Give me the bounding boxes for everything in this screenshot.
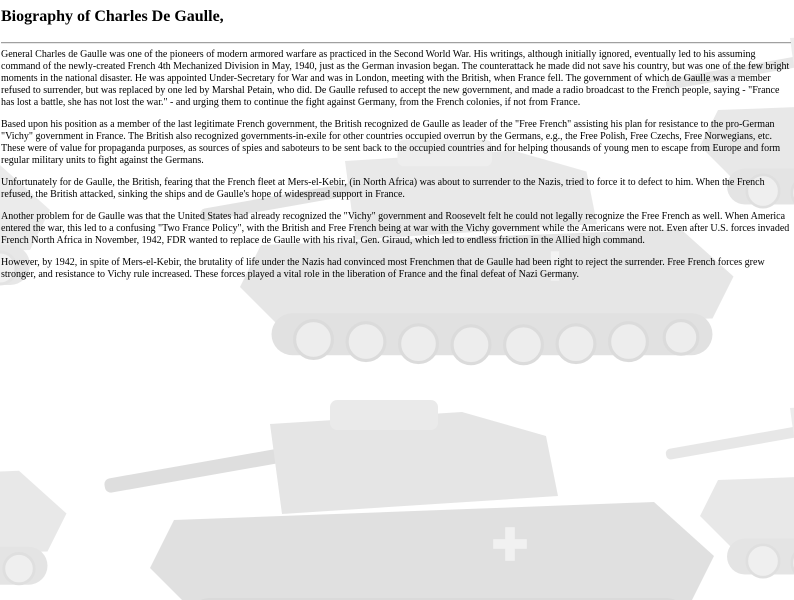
paragraph-5: However, by 1942, in spite of Mers-el-Kebir, the brutality of life under the Nazis had convinced most Frenchmen that de Gaulle had been right to reject the surrender. Free French forces grew stronger, and resistance to Vichy rule increased. These forces played a vital role in the liberation of France and the final defeat of Nazi Germany.: [1, 257, 765, 280]
paragraph-1: General Charles de Gaulle was one of the pioneers of modern armored warfare as practiced in the Second World War. His writings, although initially ignored, eventually led to his assuming command of the newly-created French 4th Mechanized Division in May, 1940, just as the German invasion began. The counterattack he made did not save his country, but was one of the few bright moments in the national disaster. He was appointed Under-Secretary for War and was in London, meeting with the British, when France fell. The government of which de Gaulle was a member refused to surrender, but was replaced by one led by Marshal Petain, who did. De Gaulle refused to accept the new government, and made a radio broadcast to the French people, saying - "France has lost a battle, she has not lost the war." - and urging them to continue the fight against Germany, from the French colonies, if not from France.: [1, 49, 790, 108]
page-title: Biography of Charles De Gaulle,: [1, 8, 224, 25]
title-divider: [1, 42, 791, 44]
paragraph-2: Based upon his position as a member of the last legitimate French government, the British recognized de Gaulle as leader of the "Free French" assisting his plan for resistance to the pro-German "Vichy" government in France. The British also recognized governments-in-exile for other countries occupied overrun by the Germans, e.g., the Free Polish, Free Czechs, Free Norwegians, etc. These were of value for propaganda purposes, as sources of spies and saboteurs to be sent back to the occupied countries and for helping thousands of young men to escape from Europe and form regular military units to fight against the Germans.: [1, 119, 781, 166]
document-body: [0, 0, 794, 281]
paragraph-3: Unfortunately for de Gaulle, the British, fearing that the French fleet at Mers-el-Kebir, (in North Africa) was about to surrender to the Nazis, tried to force it to defect to him. When the French refused, the British attacked, sinking the ships and de Gaulle's hope of widespread support in France.: [1, 177, 765, 200]
paragraph-4: Another problem for de Gaulle was that the United States had already recognized the "Vichy" government and Roosevelt felt he could not legally recognize the Free French as well. When America entered the war, this led to a confusing "Two France Policy", with the British and Free French being at war with the Vichy government while the Americans were not. Even after U.S. forces invaded French North Africa in November, 1942, FDR wanted to replace de Gaulle with his rival, Gen. Giraud, which led to endless friction in the Allied high command.: [1, 211, 790, 246]
